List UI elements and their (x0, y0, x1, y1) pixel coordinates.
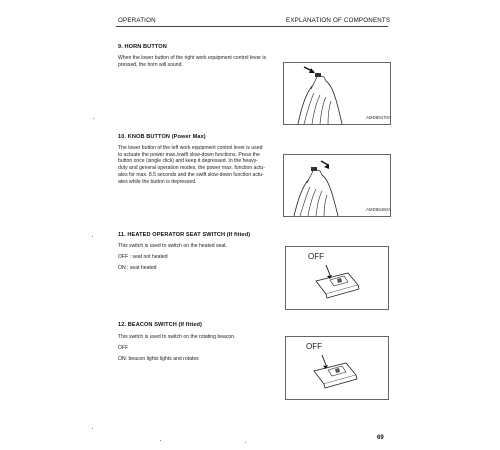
header-left: OPERATION (118, 17, 156, 24)
beacon-switch-illustration (286, 337, 388, 399)
scan-speck (93, 118, 94, 119)
section-12-intro: This switch is used to switch on the rotating beacon. (118, 334, 236, 340)
section-11-title: 11. HEATED OPERATOR SEAT SWITCH (If fitted) (118, 232, 251, 238)
text-line: ates for max. 8.5 seconds and the swift slow-down function actu- (118, 171, 264, 178)
text-line: The lower button of the left work equipment control lever is used (118, 145, 263, 151)
knob-button-figure (283, 154, 391, 217)
figure-code: AMD85460A (366, 207, 391, 212)
heated-seat-switch-figure (285, 246, 389, 310)
text-line: duty and general operation modes, the power max. function actu- (118, 165, 265, 172)
text-line: button once (single click) and keep it depressed. In the heavy- (118, 158, 258, 165)
figure-off-label: OFF (308, 252, 324, 261)
heated-seat-switch-illustration (286, 247, 388, 309)
section-12-off: OFF (118, 345, 129, 351)
section-10-text (118, 145, 265, 185)
page-number: 69 (377, 435, 384, 441)
section-9-text (118, 55, 266, 68)
section-9-title: 9. HORN BUTTON (118, 44, 167, 50)
text-line: to actuate the power max./swift slow-down functions. Press the (118, 151, 260, 158)
section-11-on: ON : seat heated (118, 265, 157, 271)
section-11-intro: This switch is used to switch on the heated seat. (118, 243, 228, 249)
section-10-title: 10. KNOB BUTTON (Power Max) (118, 134, 206, 140)
scan-speck (160, 440, 161, 441)
header-rule (116, 26, 388, 27)
scan-speck (92, 236, 93, 237)
text-line: When the lower button of the right work equipment control lever is (118, 55, 267, 61)
horn-button-figure (283, 62, 391, 125)
text-line: ates while the button is depressed. (118, 178, 197, 185)
header-right: EXPLANATION OF COMPONENTS (286, 17, 391, 24)
section-12-on: ON: beacon lights lights and rotates (118, 356, 199, 362)
scan-speck (245, 442, 246, 443)
section-12-title: 12. BEACON SWITCH (If fitted) (118, 322, 203, 328)
scan-speck (92, 428, 93, 429)
figure-code: AMD85470A (366, 115, 391, 120)
text-line: pressed, the horn will sound. (118, 61, 183, 68)
beacon-switch-figure (285, 336, 389, 400)
figure-off-label: OFF (306, 342, 322, 351)
section-11-off: OFF : seat not heated (118, 254, 168, 260)
